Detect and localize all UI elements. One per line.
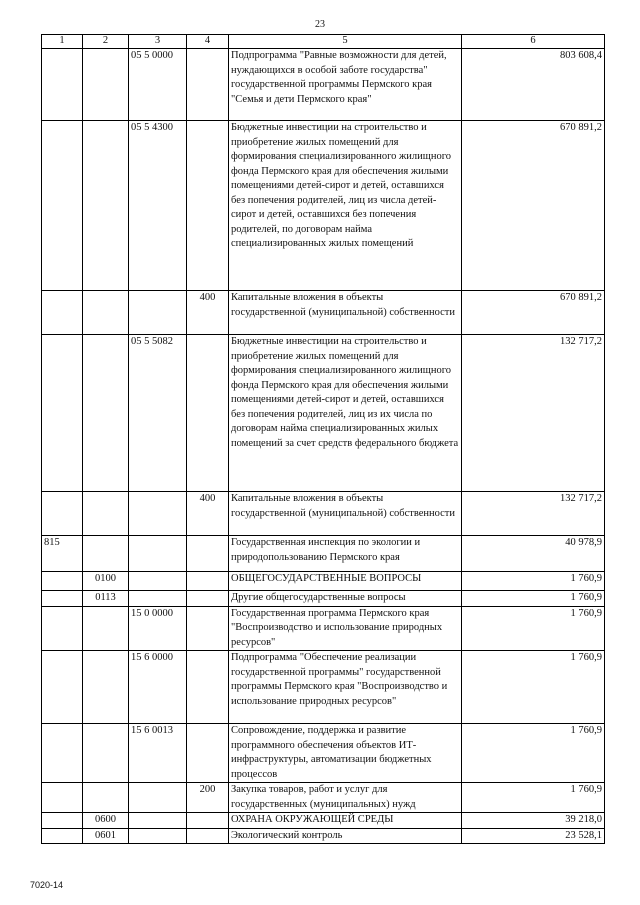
table-cell-c2 (83, 651, 129, 724)
table-row (42, 572, 605, 591)
table-cell-c5: Экологический контроль (229, 828, 462, 844)
table-cell-c4 (187, 536, 229, 572)
table-cell-c6: 39 218,0 (462, 813, 605, 829)
table-cell-c6: 132 717,2 (462, 492, 605, 536)
table-cell-c1 (42, 813, 83, 829)
table-cell-c1 (42, 828, 83, 844)
table-cell-c4 (187, 49, 229, 121)
table-cell-c6: 670 891,2 (462, 291, 605, 335)
table-cell-c3: 05 5 0000 (129, 49, 187, 121)
table-cell-c4: 400 (187, 291, 229, 335)
table-cell-c4: 400 (187, 492, 229, 536)
table-row (42, 335, 605, 492)
table-cell-c2 (83, 492, 129, 536)
table-cell-c6: 1 760,9 (462, 606, 605, 651)
table-cell-c5: Капитальные вложения в объекты государственной (муниципальной) собственности (229, 291, 462, 335)
table-cell-c5: Капитальные вложения в объекты государственной (муниципальной) собственности (229, 492, 462, 536)
table-cell-c6: 132 717,2 (462, 335, 605, 492)
table-row (42, 49, 605, 121)
header-row (42, 35, 605, 49)
table-cell-c3 (129, 813, 187, 829)
table-row (42, 591, 605, 607)
table-cell-c3: 05 5 5082 (129, 335, 187, 492)
table-cell-c2: 0100 (83, 572, 129, 591)
table-cell-c4 (187, 572, 229, 591)
table-cell-c2 (83, 606, 129, 651)
table-cell-c2 (83, 49, 129, 121)
table-cell-c1 (42, 492, 83, 536)
table-cell-c4 (187, 828, 229, 844)
table-cell-c4 (187, 121, 229, 291)
table-cell-c2: 0600 (83, 813, 129, 829)
table-cell-c1 (42, 606, 83, 651)
table-row (42, 724, 605, 783)
table-cell-c5: Бюджетные инвестиции на строительство и приобретение жилых помещений для формирования специализированного жилищного фонда Пермского края для обеспечения жилыми помещениями детей-сирот и детей, оставшихся без попечения родителей, лиц из числа детей-сирот и детей, оставшихся без попечения родителей, по договорам найма специализированных жилых помещений (229, 121, 462, 291)
column-header: 1 (42, 35, 83, 49)
table-row (42, 291, 605, 335)
table-cell-c6: 1 760,9 (462, 591, 605, 607)
table-cell-c2: 0601 (83, 828, 129, 844)
budget-table (41, 34, 605, 844)
table-cell-c5: ОБЩЕГОСУДАРСТВЕННЫЕ ВОПРОСЫ (229, 572, 462, 591)
table-cell-c5: Государственная программа Пермского края "Воспроизводство и использование природных ресурсов" (229, 606, 462, 651)
page-number: 23 (315, 19, 325, 30)
table-cell-c3: 15 0 0000 (129, 606, 187, 651)
table-cell-c3 (129, 591, 187, 607)
table-row (42, 651, 605, 724)
table-cell-c3 (129, 536, 187, 572)
table-cell-c4 (187, 724, 229, 783)
table-cell-c3: 15 6 0013 (129, 724, 187, 783)
table-cell-c2 (83, 291, 129, 335)
footer-code: 7020-14 (30, 880, 64, 890)
table-cell-c5: Подпрограмма "Равные возможности для детей, нуждающихся в особой заботе государства" государственной программы Пермского края "Семья и дети Пермского края" (229, 49, 462, 121)
table-cell-c6: 670 891,2 (462, 121, 605, 291)
table-cell-c4 (187, 813, 229, 829)
table-cell-c4 (187, 651, 229, 724)
table-cell-c4 (187, 606, 229, 651)
column-header: 5 (229, 35, 462, 49)
table-cell-c6: 23 528,1 (462, 828, 605, 844)
table-cell-c1 (42, 651, 83, 724)
table-row (42, 783, 605, 813)
table-cell-c6: 1 760,9 (462, 572, 605, 591)
table-cell-c5: Закупка товаров, работ и услуг для государственных (муниципальных) нужд (229, 783, 462, 813)
table-cell-c3: 15 6 0000 (129, 651, 187, 724)
table-cell-c3 (129, 572, 187, 591)
table-cell-c2 (83, 121, 129, 291)
table-cell-c1 (42, 591, 83, 607)
table-cell-c2: 0113 (83, 591, 129, 607)
table-cell-c1 (42, 724, 83, 783)
column-header: 6 (462, 35, 605, 49)
table-cell-c1 (42, 121, 83, 291)
table-cell-c3: 05 5 4300 (129, 121, 187, 291)
table-cell-c6: 803 608,4 (462, 49, 605, 121)
table-cell-c1 (42, 49, 83, 121)
table-cell-c5: Сопровождение, поддержка и развитие программного обеспечения объектов ИТ-инфраструктуры, автоматизации бюджетных процессов (229, 724, 462, 783)
table-cell-c3 (129, 291, 187, 335)
column-header: 2 (83, 35, 129, 49)
table-cell-c3 (129, 492, 187, 536)
table-row (42, 492, 605, 536)
table-cell-c1 (42, 572, 83, 591)
table-cell-c1 (42, 291, 83, 335)
table-row (42, 536, 605, 572)
table-cell-c6: 40 978,9 (462, 536, 605, 572)
table-cell-c1 (42, 783, 83, 813)
table-cell-c5: Бюджетные инвестиции на строительство и приобретение жилых помещений для формирования специализированного жилищного фонда Пермского края для обеспечения жилыми помещениями детей-сирот и детей, оставшихся без попечения родителей, лиц из их числа по договорам найма специализированных жилых помещений за счет средств федерального бюджета (229, 335, 462, 492)
column-header: 4 (187, 35, 229, 49)
table-cell-c6: 1 760,9 (462, 783, 605, 813)
column-header: 3 (129, 35, 187, 49)
table-cell-c3 (129, 828, 187, 844)
table-cell-c5: Подпрограмма "Обеспечение реализации государственной программы" государственной программы Пермского края "Воспроизводство и использование природных ресурсов" (229, 651, 462, 724)
table-cell-c3 (129, 783, 187, 813)
table-cell-c4: 200 (187, 783, 229, 813)
table-cell-c2 (83, 724, 129, 783)
table-row (42, 606, 605, 651)
table-cell-c1 (42, 335, 83, 492)
table-cell-c2 (83, 783, 129, 813)
table-cell-c4 (187, 335, 229, 492)
table-cell-c4 (187, 591, 229, 607)
table-row (42, 121, 605, 291)
table-cell-c5: ОХРАНА ОКРУЖАЮЩЕЙ СРЕДЫ (229, 813, 462, 829)
table-cell-c6: 1 760,9 (462, 651, 605, 724)
table-cell-c5: Другие общегосударственные вопросы (229, 591, 462, 607)
table-cell-c1: 815 (42, 536, 83, 572)
table-row (42, 828, 605, 844)
table-cell-c6: 1 760,9 (462, 724, 605, 783)
table-cell-c2 (83, 536, 129, 572)
table-row (42, 813, 605, 829)
table-cell-c5: Государственная инспекция по экологии и природопользованию Пермского края (229, 536, 462, 572)
table-cell-c2 (83, 335, 129, 492)
